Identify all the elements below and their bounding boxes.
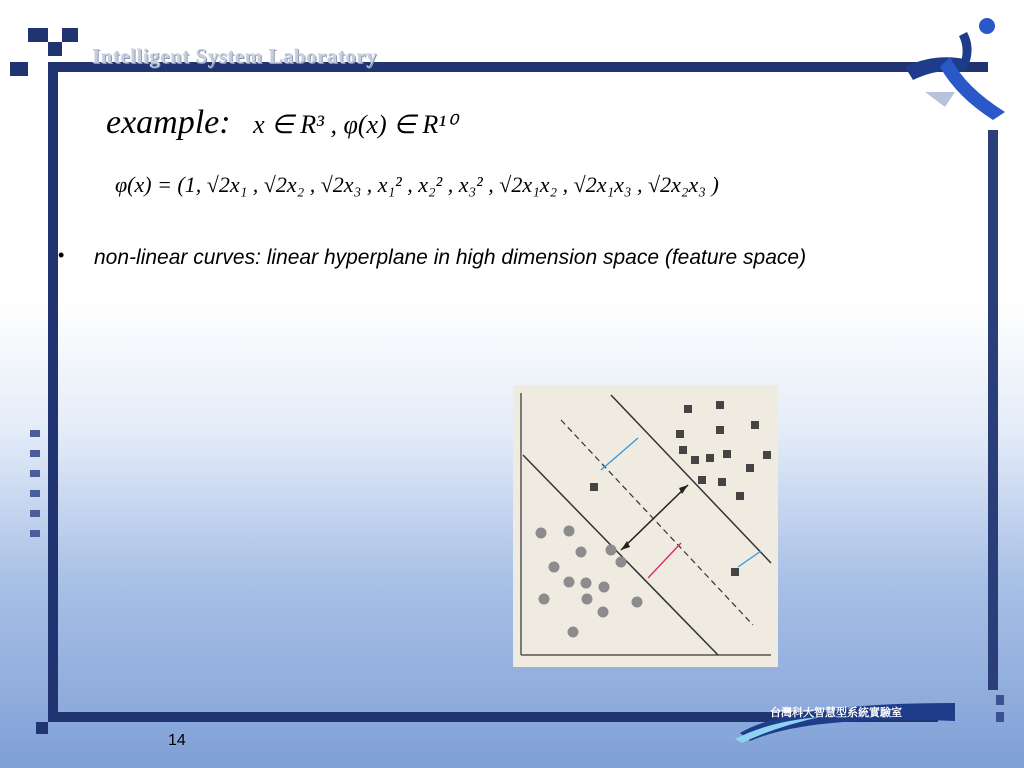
data-point-square	[590, 483, 598, 491]
data-point-circle	[632, 597, 643, 608]
data-point-square	[731, 568, 739, 576]
support-distance-line	[738, 551, 761, 567]
frame-dash	[30, 490, 40, 497]
misclassified-distance-line	[648, 543, 681, 578]
data-point-circle	[564, 526, 575, 537]
example-label: example:	[106, 104, 231, 141]
data-point-circle	[581, 578, 592, 589]
page-number: 14	[168, 732, 186, 749]
data-point-circle	[536, 528, 547, 539]
data-point-square	[751, 421, 759, 429]
frame-left	[48, 62, 58, 722]
data-point-square	[679, 446, 687, 454]
data-point-square	[763, 451, 771, 459]
frame-dash	[30, 530, 40, 537]
data-point-square	[718, 478, 726, 486]
data-point-circle	[539, 594, 550, 605]
data-point-square	[736, 492, 744, 500]
corner-block	[10, 62, 28, 76]
data-point-square	[716, 426, 724, 434]
data-point-circle	[576, 547, 587, 558]
data-point-square	[706, 454, 714, 462]
data-point-circle	[564, 577, 575, 588]
margin-line-lower	[523, 455, 718, 655]
frame-dash	[996, 712, 1004, 722]
data-point-circle	[598, 607, 609, 618]
corner-block	[36, 722, 48, 734]
frame-dash	[996, 695, 1004, 705]
frame-dash	[30, 450, 40, 457]
margin-line-upper	[611, 395, 771, 563]
data-point-square	[684, 405, 692, 413]
frame-right	[988, 130, 998, 690]
support-distance-line	[601, 438, 638, 470]
data-point-square	[698, 476, 706, 484]
data-point-circle	[599, 582, 610, 593]
corner-block	[48, 42, 62, 56]
data-point-square	[723, 450, 731, 458]
data-point-circle	[582, 594, 593, 605]
data-point-square	[746, 464, 754, 472]
data-point-circle	[616, 557, 627, 568]
data-point-square	[691, 456, 699, 464]
logo-x-icon	[895, 12, 1020, 127]
data-point-square	[676, 430, 684, 438]
frame-dash	[30, 430, 40, 437]
bullet-text: non-linear curves: linear hyperplane in high dimension space (feature space)	[94, 246, 807, 269]
bullet-marker: •	[58, 245, 65, 265]
corner-block	[62, 28, 78, 42]
frame-dash	[30, 510, 40, 517]
svm-figure	[513, 385, 778, 667]
mapping-equation: φ(x) = (1, √2x₁ , √2x₂ , √2x₃ , x₁² , x₂² , x₃² , √2x₁x₂ , √2x₁x₃ , √2x₂x₃ )	[115, 172, 719, 197]
corner-block	[28, 28, 48, 42]
data-point-circle	[568, 627, 579, 638]
example-equation	[106, 104, 456, 142]
frame-dash	[30, 470, 40, 477]
data-point-circle	[549, 562, 560, 573]
svm-illustration	[513, 385, 778, 667]
example-expression: x ∈ R³ , φ(x) ∈ R¹⁰	[253, 110, 457, 139]
data-point-circle	[606, 545, 617, 556]
data-point-square	[716, 401, 724, 409]
footer-org-name: 台灣科大智慧型系統實驗室	[770, 706, 902, 719]
lab-title: Intelligent System Laboratory	[92, 44, 378, 68]
